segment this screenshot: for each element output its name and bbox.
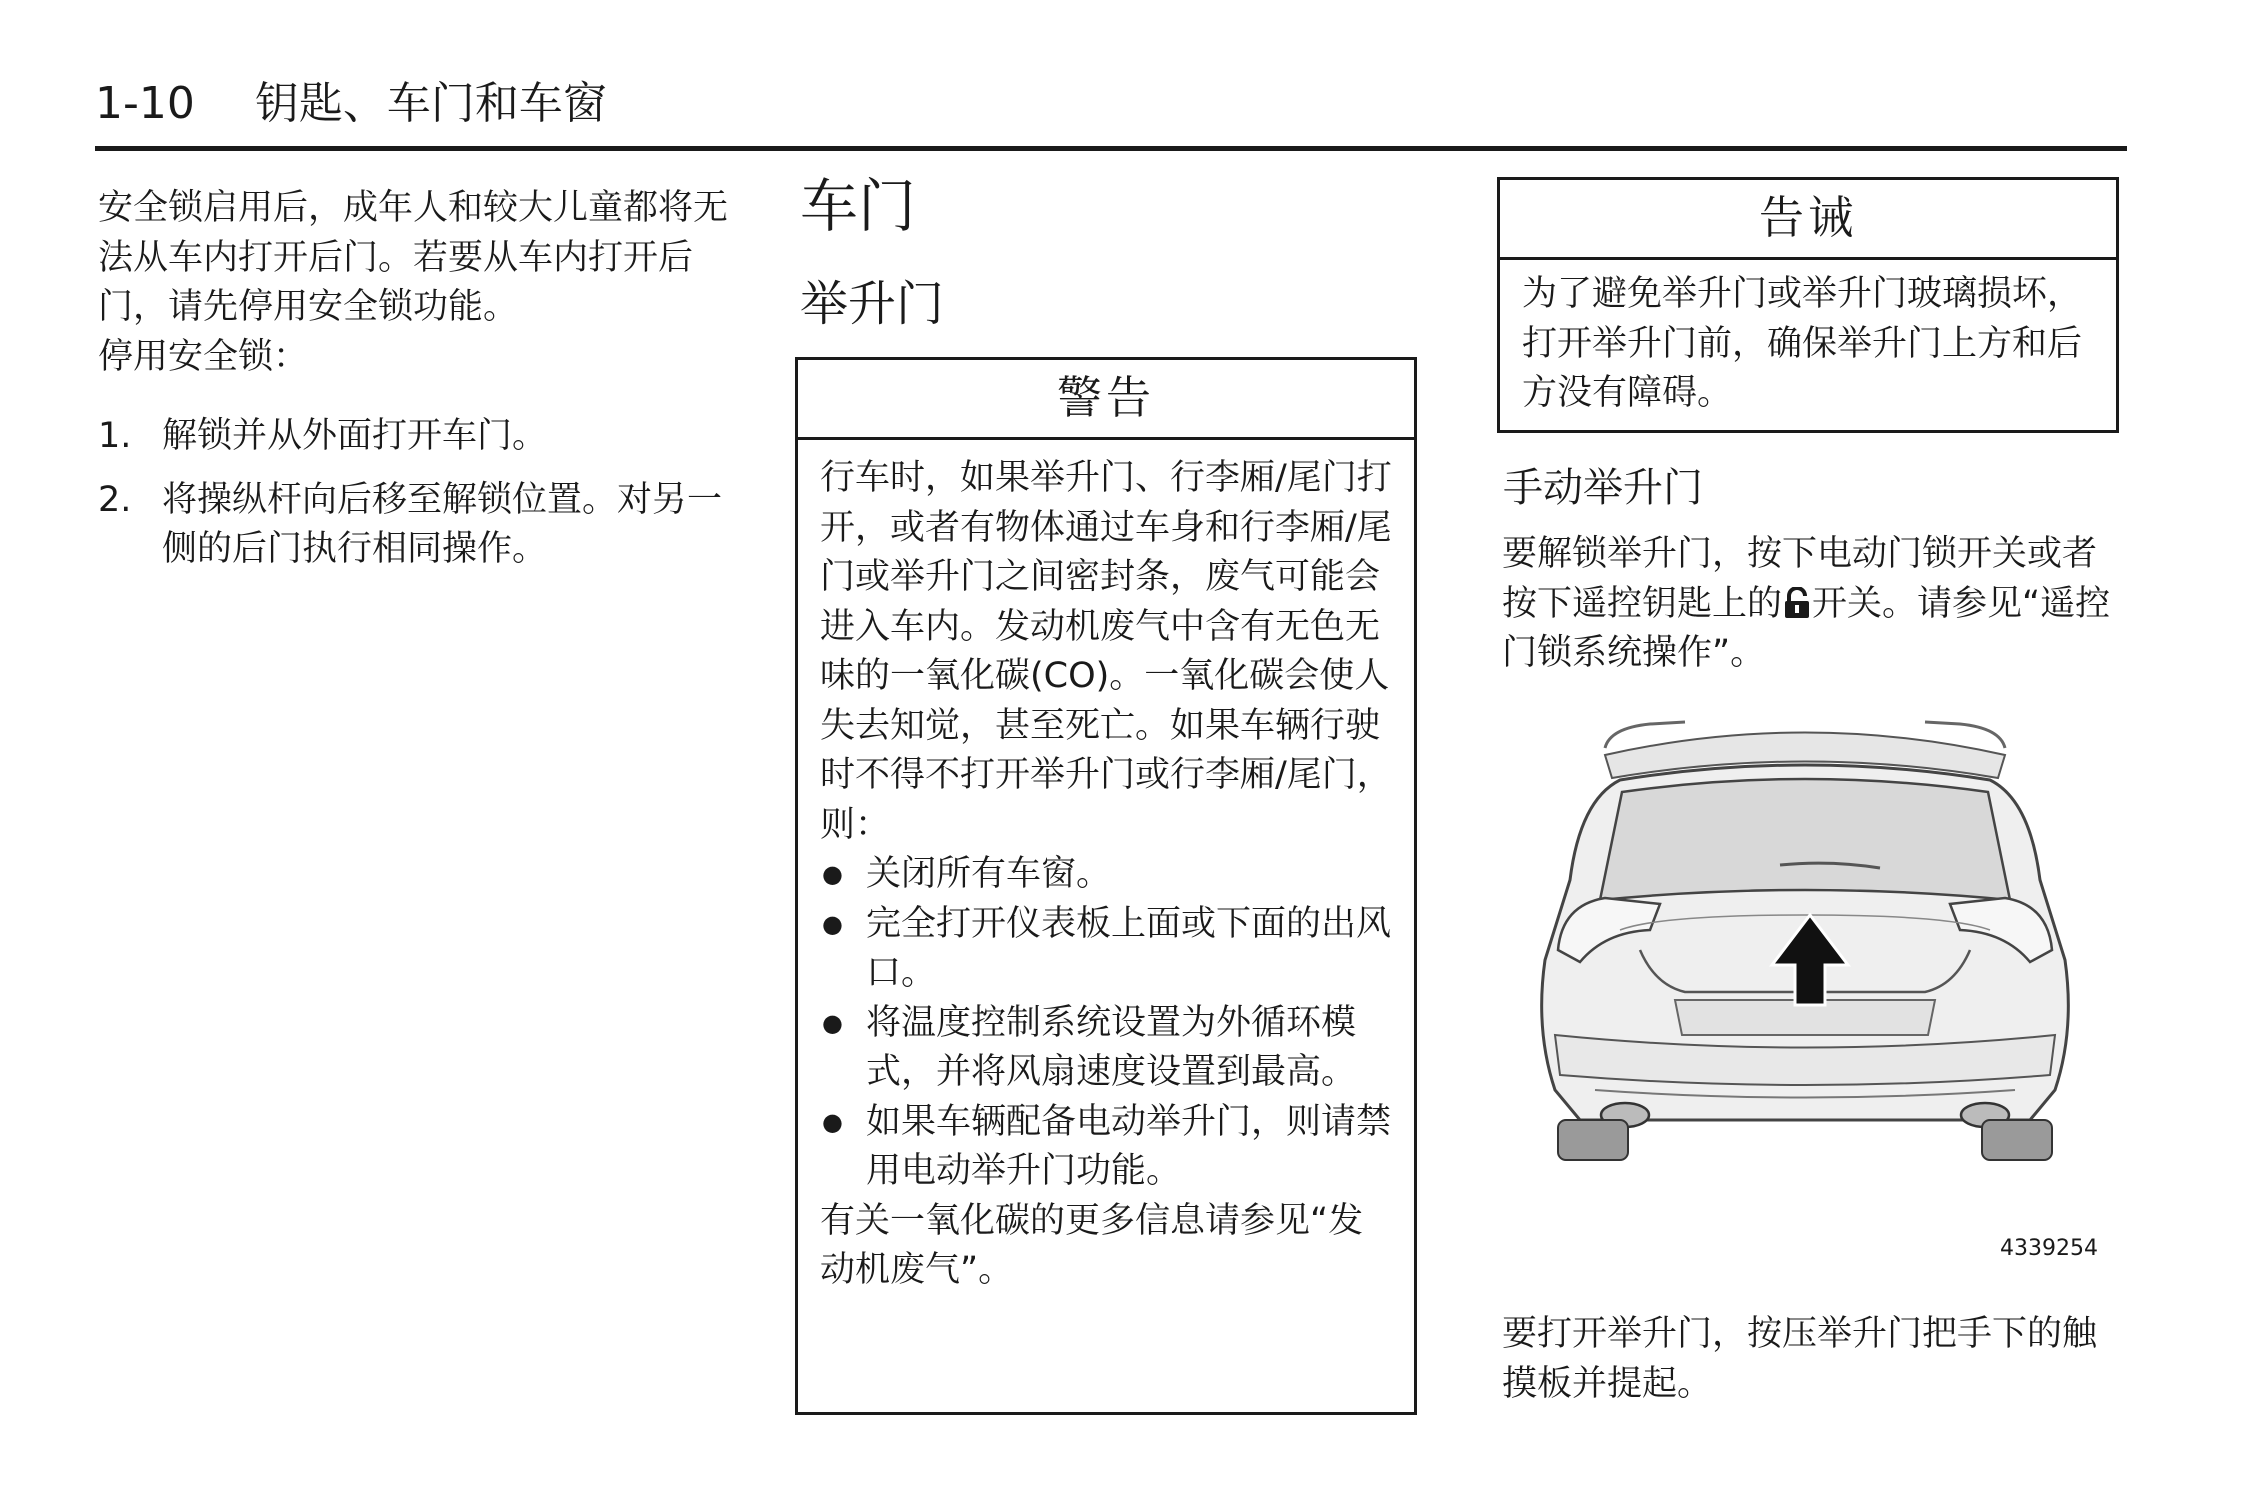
warning-body: [798, 440, 1414, 1296]
unlock-paragraph: [1502, 530, 2122, 679]
caution-box: [1497, 177, 2119, 433]
caution-title: 告诫: [1500, 180, 2116, 260]
warning-bullet: ● 将温度控制系统设置为外循环模式，并将风扇速度设置到最高。: [820, 999, 1396, 1098]
unlock-icon: [1782, 580, 1812, 630]
warning-reference: 有关一氧化碳的更多信息请参见“发动机废气”。: [820, 1200, 1364, 1290]
section-title: 钥匙、车门和车窗: [254, 78, 607, 129]
open-liftgate-paragraph: 要打开举升门，按压举升门把手下的触摸板并提起。: [1502, 1314, 2098, 1404]
doors-heading: 车门: [800, 172, 917, 240]
step-item: [98, 476, 738, 575]
child-lock-section: [98, 184, 738, 589]
step-item: [98, 412, 738, 462]
unlock-text-end: 开关。请参见“遥控门锁系统操作”。: [1502, 583, 2111, 673]
page-number: 1-10: [95, 78, 195, 129]
step-text: 解锁并从外面打开车门。: [162, 416, 548, 456]
caution-text: 为了避免举升门或举升门玻璃损坏，打开举升门前，确保举升门上方和后方没有障碍。: [1522, 274, 2083, 413]
disable-child-lock-label: 停用安全锁：: [98, 336, 309, 377]
step-number: 2.: [98, 479, 132, 520]
warning-box: [795, 357, 1417, 1415]
warning-paragraph: 行车时，如果举升门、行李厢/尾门打开，或者有物体通过车身和行李厢/尾门或举升门之间密封条，废气可能会进入车内。发动机废气中含有无色无味的一氧化碳(CO)。一氧化碳会使人失去知觉，甚至死亡。如果车辆行驶时不得不打开举升门或行李厢/尾门，则：: [820, 458, 1392, 845]
step-number: 1.: [98, 416, 132, 456]
manual-liftgate-heading: 手动举升门: [1503, 465, 1703, 511]
warning-title: 警告: [798, 360, 1414, 440]
page-header: [95, 76, 607, 132]
warning-bullet: ● 完全打开仪表板上面或下面的出风口。: [820, 900, 1396, 999]
unlock-text-start: 要解锁举升门，按下电动门锁开关或者按下遥控钥匙上的: [1502, 534, 2098, 624]
step-text: 将操纵杆向后移至解锁位置。对另一侧的后门执行相同操作。: [162, 479, 723, 569]
liftgate-illustration: [1510, 700, 2100, 1180]
warning-bullet: ● 关闭所有车窗。: [820, 850, 1396, 900]
warning-bullet-list: [820, 850, 1396, 1197]
header-rule: [95, 146, 2127, 151]
figure-number: 4339254: [2000, 1236, 2098, 1261]
child-lock-intro: 安全锁启用后，成年人和较大儿童都将无法从车内打开后门。若要从车内打开后门，请先停用安全锁功能。: [98, 188, 729, 327]
disable-steps-list: [98, 412, 738, 575]
warning-bullet: ● 如果车辆配备电动举升门，则请禁用电动举升门功能。: [820, 1098, 1396, 1197]
liftgate-heading: 举升门: [800, 276, 945, 332]
